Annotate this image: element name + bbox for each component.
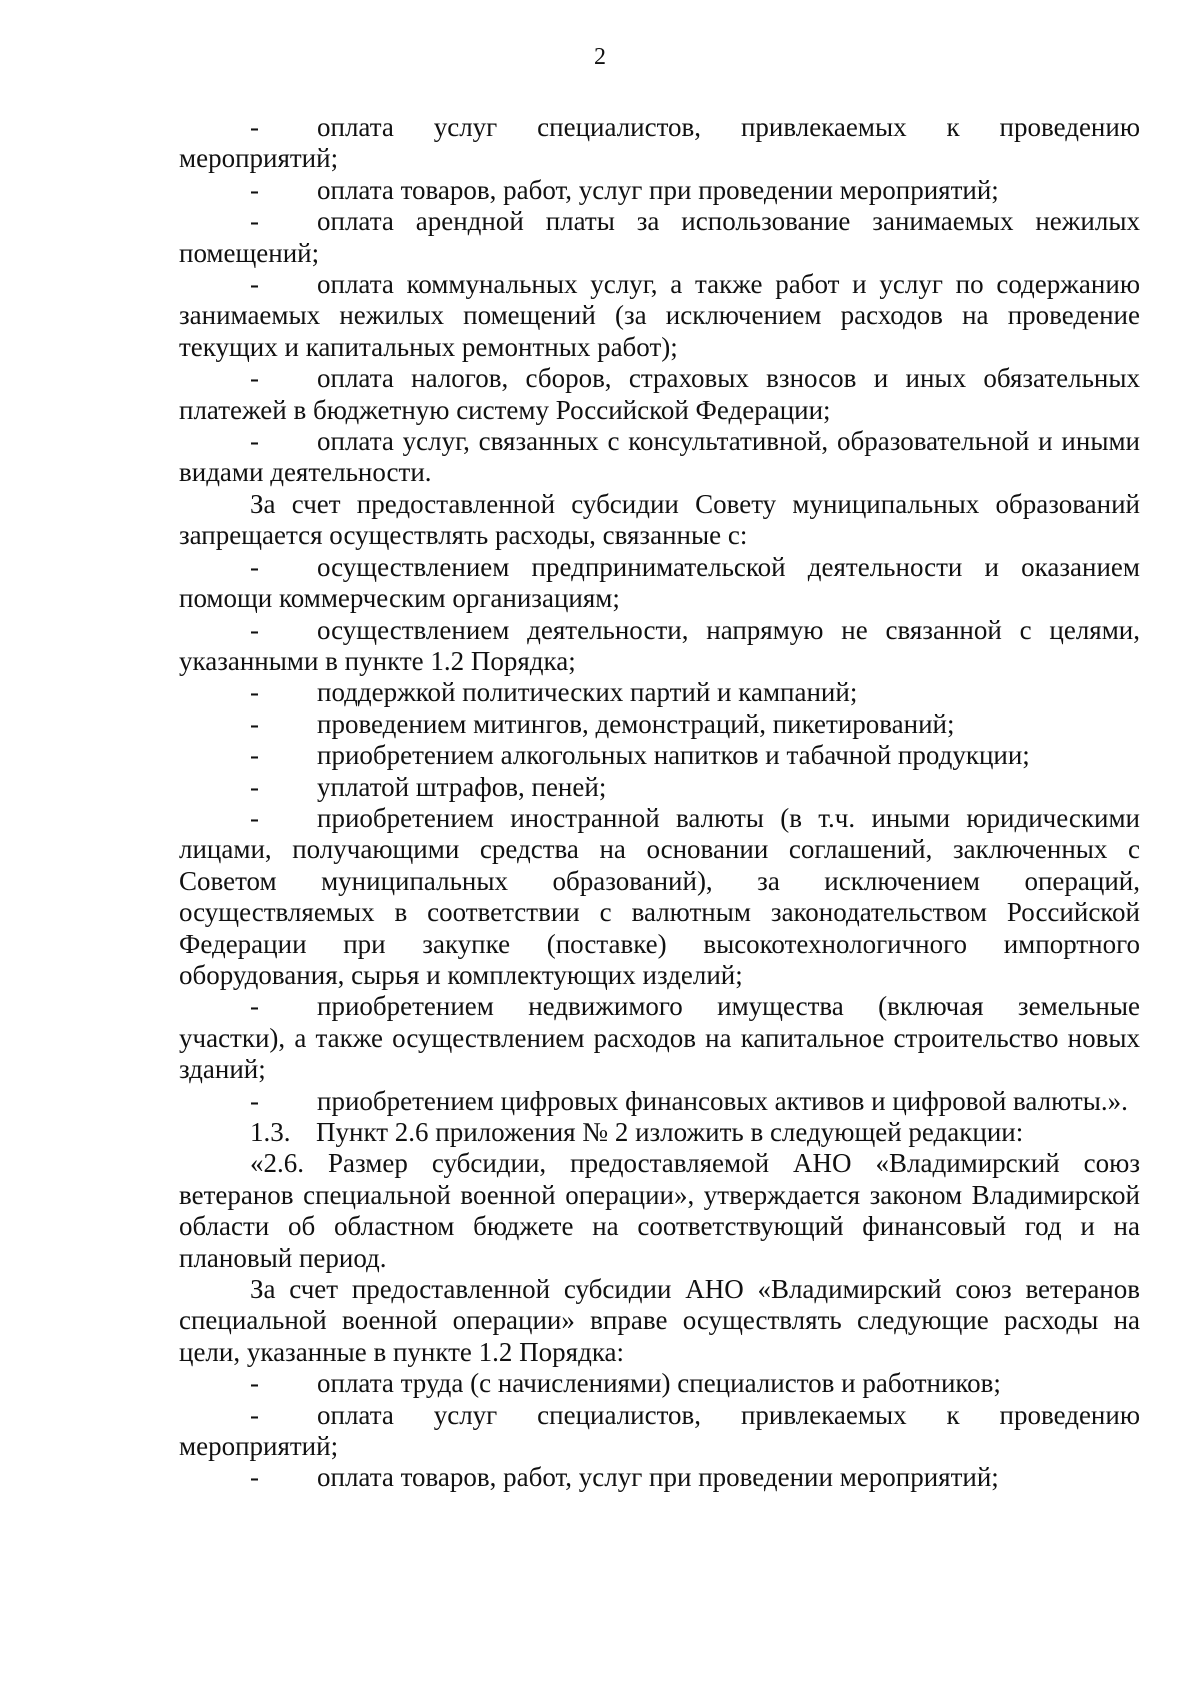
document-body bbox=[179, 112, 1140, 1494]
list-item bbox=[179, 206, 1140, 269]
bullet-dash: - bbox=[250, 206, 259, 237]
clause-number: 1.3. bbox=[250, 1117, 291, 1147]
list-item-text: приобретением цифровых финансовых активов и цифровой валюты.». bbox=[317, 1085, 1128, 1116]
list-item bbox=[179, 1086, 1140, 1117]
list-item bbox=[179, 1462, 1140, 1493]
list-item bbox=[179, 552, 1140, 615]
bullet-dash: - bbox=[250, 991, 259, 1022]
clause-text: Пункт 2.6 приложения № 2 изложить в следующей редакции: bbox=[316, 1117, 1024, 1147]
list-item-text: осуществлением предпринимательской деятельности и оказанием помощи коммерческим организациям; bbox=[179, 551, 1140, 614]
list-item-text: оплата налогов, сборов, страховых взносов и иных обязательных платежей в бюджетную систему Российской Федерации; bbox=[179, 363, 1140, 425]
bullet-dash: - bbox=[250, 426, 259, 457]
list-item bbox=[179, 363, 1140, 426]
list-item bbox=[179, 740, 1140, 771]
list-item-text: оплата труда (с начислениями) специалистов и работников; bbox=[317, 1368, 1001, 1399]
list-item-text: приобретением иностранной валюты (в т.ч. иными юридическими лицами, получающими средства на основании соглашений, заключенных с Советом муниципальных образований), за исключением операций, осуществляемых в соответствии с валютным законодательством Российской Федерации при закупке (поставке) высокотехнологичного импортного оборудования, сырья и комплектующих изделий; bbox=[179, 802, 1140, 990]
list-item-text: оплата товаров, работ, услуг при проведении мероприятий; bbox=[317, 174, 999, 205]
list-item-text: проведением митингов, демонстраций, пикетирований; bbox=[317, 708, 955, 739]
bullet-dash: - bbox=[250, 1399, 259, 1430]
list-item bbox=[179, 772, 1140, 803]
list-item-text: уплатой штрафов, пеней; bbox=[317, 771, 607, 802]
bullet-dash: - bbox=[250, 708, 259, 739]
list-item bbox=[179, 269, 1140, 363]
list-item bbox=[179, 677, 1140, 708]
list-item-text: оплата услуг специалистов, привлекаемых к проведению мероприятий; bbox=[179, 112, 1140, 174]
list-item-text: осуществлением деятельности, напрямую не связанной с целями, указанными в пункте 1.2 Порядка; bbox=[179, 614, 1140, 676]
list-item bbox=[179, 175, 1140, 206]
bullet-dash: - bbox=[250, 1462, 259, 1493]
bullet-dash: - bbox=[250, 1085, 259, 1116]
list-item bbox=[179, 112, 1140, 175]
list-item bbox=[179, 991, 1140, 1085]
list-item bbox=[179, 1368, 1140, 1399]
list-item-text: поддержкой политических партий и кампаний; bbox=[317, 677, 858, 708]
list-item-text: оплата услуг, связанных с консультативной, образовательной и иными видами деятельности. bbox=[179, 426, 1140, 488]
bullet-dash: - bbox=[250, 1368, 259, 1399]
list-item bbox=[179, 426, 1140, 489]
bullet-dash: - bbox=[250, 614, 259, 645]
bullet-dash: - bbox=[250, 174, 259, 205]
list-item-text: оплата товаров, работ, услуг при проведении мероприятий; bbox=[317, 1462, 999, 1493]
bullet-dash: - bbox=[250, 112, 259, 142]
clause-paragraph bbox=[179, 1117, 1140, 1148]
list-item bbox=[179, 1400, 1140, 1463]
body-paragraph: За счет предоставленной субсидии АНО «Владимирский союз ветеранов специальной военной операции» вправе осуществлять следующие расходы на цели, указанные в пункте 1.2 Порядка: bbox=[179, 1274, 1140, 1367]
page-number: 2 bbox=[594, 44, 606, 70]
list-item-text: приобретением алкогольных напитков и табачной продукции; bbox=[317, 740, 1030, 771]
list-item-text: оплата арендной платы за использование занимаемых нежилых помещений; bbox=[179, 206, 1140, 268]
list-item bbox=[179, 709, 1140, 740]
bullet-dash: - bbox=[250, 363, 259, 394]
bullet-dash: - bbox=[250, 269, 259, 300]
bullet-dash: - bbox=[250, 802, 259, 833]
list-item-text: приобретением недвижимого имущества (включая земельные участки), а также осуществлением расходов на капитальное строительство новых зданий; bbox=[179, 991, 1140, 1085]
list-item-text: оплата коммунальных услуг, а также работ и услуг по содержанию занимаемых нежилых помещений (за исключением расходов на проведение текущих и капитальных ремонтных работ); bbox=[179, 269, 1140, 362]
bullet-dash: - bbox=[250, 771, 259, 802]
bullet-dash: - bbox=[250, 740, 259, 771]
bullet-dash: - bbox=[250, 551, 259, 582]
body-paragraph: «2.6. Размер субсидии, предоставляемой АНО «Владимирский союз ветеранов специальной военной операции», утверждается законом Владимирской области об областном бюджете на соответствующий финансовый год и на плановый период. bbox=[179, 1148, 1140, 1273]
list-item bbox=[179, 803, 1140, 991]
bullet-dash: - bbox=[250, 677, 259, 708]
list-item bbox=[179, 615, 1140, 678]
list-item-text: оплата услуг специалистов, привлекаемых к проведению мероприятий; bbox=[179, 1399, 1140, 1462]
body-paragraph: За счет предоставленной субсидии Совету муниципальных образований запрещается осуществлять расходы, связанные с: bbox=[179, 488, 1140, 551]
